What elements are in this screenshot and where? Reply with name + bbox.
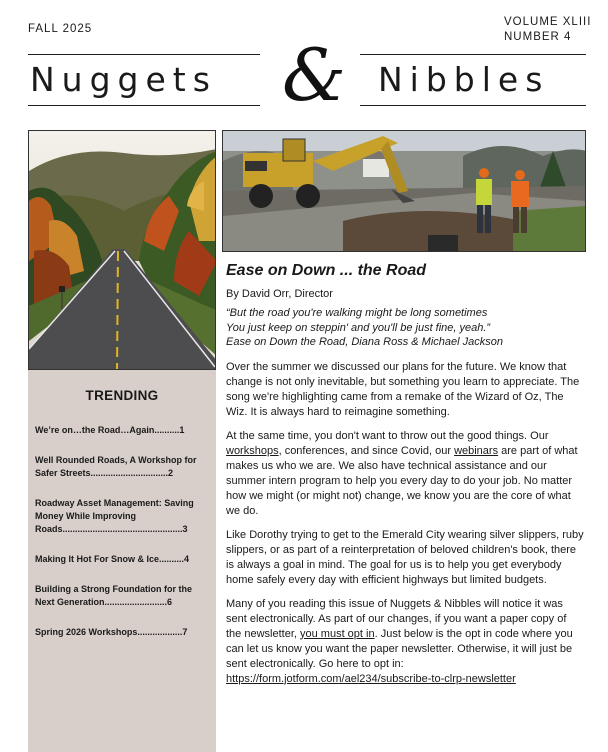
trending-heading: TRENDING	[85, 388, 159, 403]
trending-item[interactable]: Building a Strong Foundation for the Next Generation.........................6	[35, 584, 192, 607]
header-rule-bottom-left	[28, 105, 260, 106]
trending-item[interactable]: Well Rounded Roads, A Workshop for Safer Streets...............................2	[35, 455, 197, 478]
trending-sidebar	[28, 370, 216, 752]
article-title: Ease on Down ... the Road	[226, 262, 427, 279]
feature-article	[226, 262, 584, 696]
quote-attribution: Ease on Down the Road, Diana Ross & Michael Jackson	[226, 336, 503, 348]
trending-item[interactable]: Spring 2026 Workshops..................7	[35, 627, 188, 637]
header-rule-top-left	[28, 54, 260, 55]
masthead-title-right: Nibbles	[378, 60, 550, 99]
trending-item[interactable]: Roadway Asset Management: Saving Money While Improving Roads................................................3	[35, 498, 194, 534]
masthead-ampersand: &	[282, 33, 347, 117]
issue-season: FALL 2025	[28, 23, 93, 35]
number-label: NUMBER 4	[504, 31, 572, 43]
text-run: Many of you reading this issue of Nuggets & Nibbles will notice it was sent electronically. As part of our changes, if you want a paper copy of the newsletter,	[226, 597, 567, 640]
article-paragraph	[226, 429, 584, 519]
article-byline: By David Orr, Director	[226, 288, 333, 300]
workshops-link[interactable]: workshops	[226, 444, 279, 457]
text-run: , conferences, and since Covid, our	[278, 444, 455, 457]
article-paragraph	[226, 597, 584, 687]
text-run: At the same time, you don't want to throw out the good things. Our	[226, 429, 549, 442]
header-rule-bottom-right	[360, 105, 586, 106]
road-construction-photo	[222, 130, 586, 252]
volume-label: VOLUME XLIII	[504, 16, 592, 28]
article-paragraph: Over the summer we discussed our plans for the future. We know that change is not only inevitable, but something you learn to appreciate. The song we're highlighting came from a remake of the Wizard of Oz, The Wiz. It is always hard to reimagine something.	[226, 360, 580, 418]
quote-line: You just keep on steppin' and you'll be just fine, yeah.”	[226, 321, 491, 334]
opt-in-link[interactable]: you must opt in	[300, 627, 375, 640]
trending-item[interactable]: We’re on…the Road…Again..........1	[35, 425, 185, 435]
header-rule-top-right	[360, 54, 586, 55]
text-run: . Just below is the opt in code where you can let us know you want the paper newsletter. Otherwise, it will just be sent electronically. Go here to opt in:	[226, 627, 573, 670]
article-paragraph: Like Dorothy trying to get to the Emerald City wearing silver slippers, ruby slippers, or as part of a reinterpretation of beloved children's book, there is always a goal in mind. The goal for us is to help you get everybody home safely every day with efficient highways but limited budgets.	[226, 528, 584, 586]
trending-item[interactable]: Making It Hot For Snow & Ice..........4	[35, 554, 190, 564]
text-run: are part of what makes us who we are. We also have technical assistance and our summer intern program to help you every day to do your job. No matter how we might (or might not) change, we know you are the core of what we do.	[226, 444, 578, 517]
webinars-link[interactable]: webinars	[454, 444, 499, 457]
quote-line: “But the road you're walking might be long sometimes	[226, 307, 488, 319]
autumn-road-photo	[28, 130, 216, 370]
subscribe-url-link[interactable]: https://form.jotform.com/ael234/subscribe-to-clrp-newsletter	[226, 672, 516, 685]
masthead-title-left: Nuggets	[30, 60, 217, 99]
trending-list	[28, 424, 216, 639]
article-quote	[226, 306, 584, 350]
issue-volume-number	[504, 15, 591, 45]
